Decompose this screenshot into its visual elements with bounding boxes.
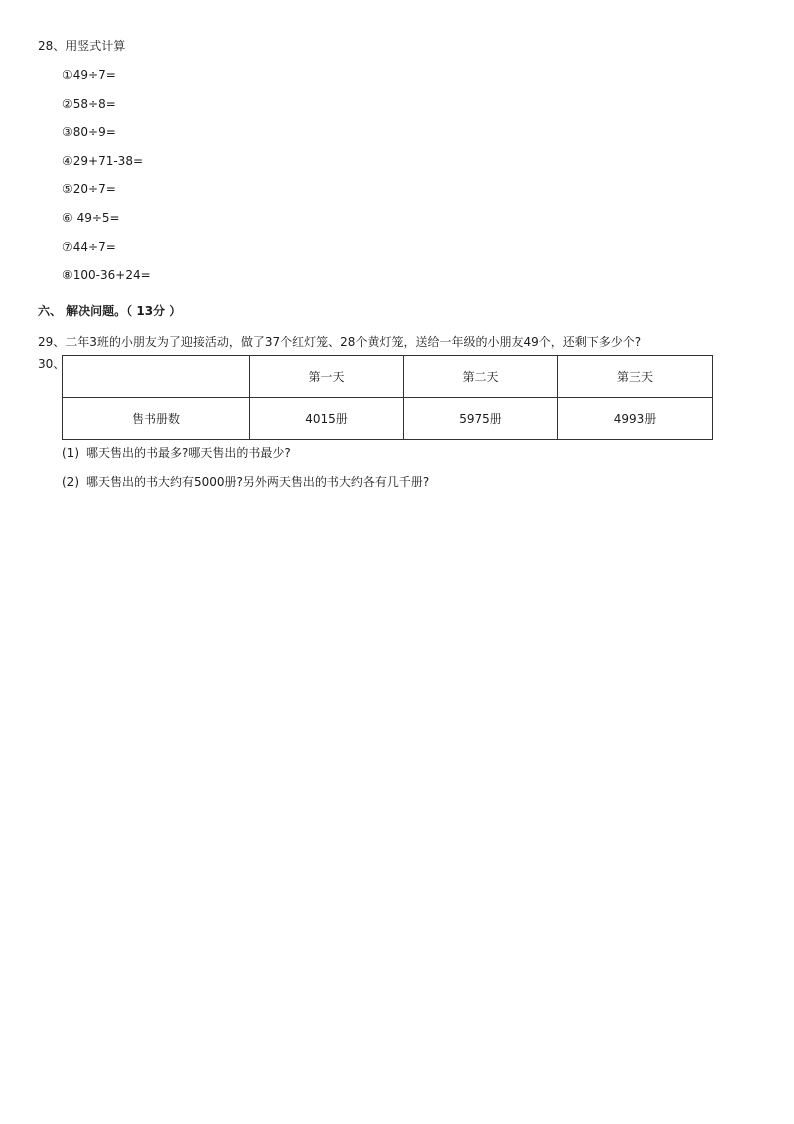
- table-header-cell: [63, 356, 250, 398]
- sub-question-2-number: (2): [62, 475, 79, 489]
- table-cell: 4015册: [250, 398, 404, 440]
- table-header-row: [63, 356, 713, 398]
- calc-item-1: ①49÷7=: [62, 68, 116, 82]
- calc-item-8: ⑧100-36+24=: [62, 268, 151, 283]
- table-header-cell: 第二天: [404, 356, 558, 398]
- calc-item-5: ⑤20÷7=: [62, 182, 116, 197]
- question-28-title: 28、用竖式计算: [38, 39, 126, 53]
- sub-question-2-text: 哪天售出的书大约有5000册?另外两天售出的书大约各有几千册?: [86, 475, 430, 489]
- calc-item-2: ②58÷8=: [62, 96, 116, 111]
- section-6-title: 六、 解决问题。（ 13分 ）: [38, 304, 182, 318]
- table-cell: 4993册: [558, 398, 713, 440]
- sub-question-1: [62, 445, 291, 461]
- question-30-number: 30、: [38, 357, 66, 371]
- table-cell: 售书册数: [63, 398, 250, 440]
- calc-item-3: ③80÷9=: [62, 125, 116, 140]
- table-row: [63, 398, 713, 440]
- question-29-text: 29、二年3班的小朋友为了迎接活动，做了37个红灯笼、28个黄灯笼，送给一年级的小朋友49个，还剩下多少个?: [38, 335, 642, 349]
- book-sales-table: [62, 355, 713, 440]
- sub-question-1-number: (1): [62, 446, 79, 460]
- calc-item-6: ⑥ 49÷5=: [62, 210, 120, 225]
- table-header-cell: 第一天: [250, 356, 404, 398]
- calc-item-4: ④29+71-38=: [62, 153, 144, 168]
- calculation-list: [62, 67, 151, 296]
- calc-item-7: ⑦44÷7=: [62, 239, 116, 254]
- sub-question-2: [62, 474, 429, 490]
- table-header-cell: 第三天: [558, 356, 713, 398]
- table-cell: 5975册: [404, 398, 558, 440]
- sub-question-1-text: 哪天售出的书最多?哪天售出的书最少?: [86, 446, 291, 460]
